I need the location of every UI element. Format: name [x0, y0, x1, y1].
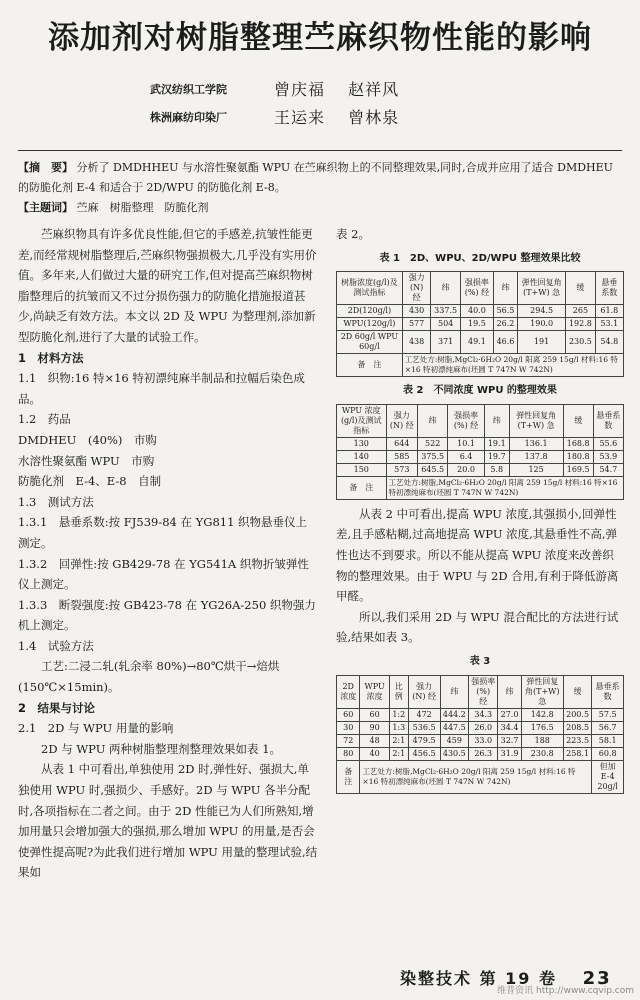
page-number: 23: [582, 968, 612, 989]
table-header: 弹性回复角(T+W) 急: [521, 675, 563, 708]
table-cell: 57.5: [592, 708, 624, 721]
paragraph: 1.4 试验方法: [18, 638, 94, 653]
table-header: 纬: [484, 404, 509, 437]
table-cell: 54.8: [595, 331, 623, 354]
table-cell: 19.1: [484, 437, 509, 450]
table1-caption: 表 1 2D、WPU、2D/WPU 整理效果比较: [379, 252, 581, 264]
table-cell: 188: [521, 734, 563, 747]
table-cell: 54.7: [593, 463, 623, 476]
table-cell: 258.1: [563, 747, 592, 760]
author-row: [150, 76, 510, 104]
table-cell: 140: [337, 450, 387, 463]
note-extra: 但加 E-4 20g/l: [592, 760, 624, 793]
table-cell: 2D(120g/l): [337, 305, 403, 318]
note-text: 工艺处方:树脂,MgCl₂·6H₂O 20g/l 阳离 259 15g/l 材料:16 特×16 特初漂纯麻布(坯圆 T 747N W 742N): [360, 760, 592, 793]
table-cell: 438: [402, 331, 431, 354]
paragraph: 1.2 药品: [18, 412, 71, 427]
table-cell: 447.5: [440, 721, 469, 734]
paragraph: 1 材料方法: [18, 350, 84, 365]
table-cell: 459: [440, 734, 469, 747]
table-cell: 40.0: [460, 305, 493, 318]
issue: 第 19 卷: [479, 969, 558, 988]
table-row: [337, 331, 624, 354]
table-cell: 191: [518, 331, 566, 354]
table-cell: 48: [360, 734, 389, 747]
table-cell: 456.5: [408, 747, 440, 760]
table-cell: 60: [360, 708, 389, 721]
table-cell: 1:3: [389, 721, 408, 734]
table-cell: 208.5: [563, 721, 592, 734]
table-cell: 55.6: [593, 437, 623, 450]
table-cell: 80: [337, 747, 360, 760]
table-header: 弹性回复角(T+W) 急: [518, 272, 566, 305]
table-cell: 230.8: [521, 747, 563, 760]
table-cell: 19.5: [460, 318, 493, 331]
note-label: 备 注: [337, 354, 403, 377]
table-row: [337, 463, 624, 476]
table-header: 树脂浓度(g/l)及测试指标: [337, 272, 403, 305]
paragraph: 工艺:二浸二轧(轧余率 80%)→80℃烘干→焙烘(150℃×15min)。: [18, 659, 280, 695]
table-cell: 265: [566, 305, 595, 318]
author-names: 王运来 曾林泉: [274, 108, 400, 127]
table-header: 纬: [493, 272, 517, 305]
table-cell: 168.8: [563, 437, 593, 450]
paragraph: 1.3.2 回弹性:按 GB429-78 在 YG541A 织物折皱弹性仪上测定。: [18, 556, 309, 592]
table-header: 悬垂系数: [592, 675, 624, 708]
paragraph: 1.3 测试方法: [18, 494, 94, 509]
table-cell: 2:1: [389, 747, 408, 760]
table-header: 2D 浓度: [337, 675, 360, 708]
table3-caption: 表 3: [469, 655, 491, 667]
table-header: 缓: [566, 272, 595, 305]
paragraph: 所以,我们采用 2D 与 WPU 混合配比的方法进行试验,结果如表 3。: [336, 609, 619, 645]
journal-name: 染整技术: [400, 969, 473, 988]
table-cell: 2D 60g/l WPU 60g/l: [337, 331, 403, 354]
table-cell: 472: [408, 708, 440, 721]
author-names: 曾庆福 赵祥风: [274, 80, 400, 99]
table-row: [337, 437, 624, 450]
table-header: 强损率(%) 经: [460, 272, 493, 305]
table-cell: 585: [386, 450, 418, 463]
table-cell: 176.5: [521, 721, 563, 734]
paragraph: 2 结果与讨论: [18, 700, 96, 715]
table-cell: 27.0: [498, 708, 521, 721]
table-header: WPU 浓度: [360, 675, 389, 708]
table-header: 弹性回复角(T+W) 急: [509, 404, 563, 437]
table-cell: 375.5: [418, 450, 448, 463]
table-cell: 31.9: [498, 747, 521, 760]
table-header: 悬垂系数: [593, 404, 623, 437]
table-cell: 30: [337, 721, 360, 734]
table-cell: 60.8: [592, 747, 624, 760]
note-label: 备 注: [337, 476, 387, 499]
table-header: 强力(N) 经: [402, 272, 431, 305]
right-column: [336, 224, 624, 794]
table-cell: 1:2: [389, 708, 408, 721]
paragraph: DMDHEU (40%) 市购: [18, 432, 157, 447]
abstract: [18, 158, 622, 218]
table-cell: 294.5: [518, 305, 566, 318]
table-header: 纬: [431, 272, 460, 305]
table-cell: 522: [418, 437, 448, 450]
table-cell: 56.5: [493, 305, 517, 318]
table-cell: 34.3: [469, 708, 498, 721]
table-cell: 504: [431, 318, 460, 331]
watermark: 维普资讯 http://www.cqvip.com: [497, 986, 634, 996]
table-row: [337, 305, 624, 318]
paragraph: 从表 2 中可看出,提高 WPU 浓度,其强损小,回弹性差,且手感粘糊,过高地提高 WPU 浓度,其悬垂性不高,弹性也达不到要求。所以不能从提高 WPU 浓度来改善织物的整理效果。由于 WPU 与 2D 合用,有利于降低游离甲醛。: [336, 506, 619, 604]
table-3: [336, 675, 624, 794]
table-cell: 180.8: [563, 450, 593, 463]
table-cell: 20.0: [448, 463, 485, 476]
paragraph: 苎麻织物具有许多优良性能,但它的手感差,抗皱性能更差,而经常规树脂整理后,苎麻织物强损极大,几乎没有实用价值。多年来,人们做过大量的研究工作,但对提高苎麻织物树脂整理后的抗皱而又不过分损伤强力的防脆化措施报道甚少,尚缺乏有效方法。本文以 2D 及 WPU 为整理剂,添加新型防脆化剂,进行了大量的试验工作。: [18, 227, 317, 344]
abstract-label: 【摘 要】: [18, 161, 73, 174]
table-cell: 125: [509, 463, 563, 476]
table-header: 比例: [389, 675, 408, 708]
paragraph: 2D 与 WPU 两种树脂整理剂整理效果如表 1。: [41, 741, 282, 756]
table-cell: 5.8: [484, 463, 509, 476]
table-cell: 26.0: [469, 721, 498, 734]
table-cell: 26.3: [469, 747, 498, 760]
table-cell: 10.1: [448, 437, 485, 450]
table-cell: 33.0: [469, 734, 498, 747]
table-cell: 536.5: [408, 721, 440, 734]
table-cell: 190.0: [518, 318, 566, 331]
right-intro: 表 2。: [336, 227, 370, 241]
table-cell: 645.5: [418, 463, 448, 476]
divider: [18, 150, 622, 151]
paragraph: 1.3.3 断裂强度:按 GB423-78 在 YG26A-250 织物强力机上测定。: [18, 597, 316, 633]
table-cell: 479.5: [408, 734, 440, 747]
table-cell: 371: [431, 331, 460, 354]
paragraph: 1.1 织物:16 特×16 特初漂纯麻半制品和拉幅后染色成品。: [18, 371, 305, 406]
table-cell: 56.7: [592, 721, 624, 734]
table-cell: 137.8: [509, 450, 563, 463]
author-block: [150, 76, 510, 132]
paragraph: 2.1 2D 与 WPU 用量的影响: [18, 721, 174, 736]
table-cell: 223.5: [563, 734, 592, 747]
table-cell: 19.7: [484, 450, 509, 463]
paragraph: 防脆化剂 E-4、E-8 自制: [18, 474, 162, 489]
table-row: [337, 318, 624, 331]
table-header: 缓: [563, 675, 592, 708]
table-cell: 26.2: [493, 318, 517, 331]
table-cell: 40: [360, 747, 389, 760]
left-column: [18, 224, 318, 883]
table-row: [337, 734, 624, 747]
table-1: [336, 271, 624, 377]
table-cell: 130: [337, 437, 387, 450]
table-cell: 430.5: [440, 747, 469, 760]
table-2: [336, 404, 624, 500]
affiliation: 株洲麻纺印染厂: [150, 111, 227, 124]
table-header: WPU 浓度(g/l)及测试指标: [337, 404, 387, 437]
table-cell: 72: [337, 734, 360, 747]
table-header: 强损率(%) 经: [469, 675, 498, 708]
paragraph: 1.3.1 悬垂系数:按 FJ539-84 在 YG811 织物悬垂仪上测定。: [18, 515, 308, 550]
abstract-text: 分析了 DMDHHEU 与水溶性聚氨酯 WPU 在苎麻织物上的不同整理效果,同时,合成并应用了适合 DMDHEU 的防脆化剂 E-4 和适合于 2D/WPU 的防脆化剂 E-8。: [18, 161, 613, 194]
table-cell: 192.8: [566, 318, 595, 331]
table-cell: 53.9: [593, 450, 623, 463]
table-cell: 337.5: [431, 305, 460, 318]
table-cell: 444.2: [440, 708, 469, 721]
table-cell: 573: [386, 463, 418, 476]
table-header: 强损率(%) 经: [448, 404, 485, 437]
table-cell: 150: [337, 463, 387, 476]
table-row: [337, 747, 624, 760]
table-header: 纬: [440, 675, 469, 708]
table2-caption: 表 2 不同浓度 WPU 的整理效果: [403, 385, 557, 397]
table-cell: 32.7: [498, 734, 521, 747]
table-header: 纬: [498, 675, 521, 708]
keywords-label: 【主题词】: [18, 201, 73, 214]
table-cell: 200.5: [563, 708, 592, 721]
table-header: 悬垂系数: [595, 272, 623, 305]
table-row: [337, 721, 624, 734]
paragraph: 水溶性聚氨酯 WPU 市购: [18, 453, 155, 468]
keywords: 苎麻 树脂整理 防脆化剂: [76, 201, 209, 214]
table-cell: 142.8: [521, 708, 563, 721]
right-body: [336, 504, 624, 648]
table-cell: 53.1: [595, 318, 623, 331]
table-cell: 49.1: [460, 331, 493, 354]
table-cell: 430: [402, 305, 431, 318]
paragraph: 从表 1 中可看出,单独使用 2D 时,弹性好、强损大,单独使用 WPU 时,强损少、手感好。2D 与 WPU 各半分配时,各项指标在二者之间。由于 2D 性能已为人们所熟知,增加用量只会增加强大的强损,那么增加 WPU 的用量,是否会使弹性提高呢?为此我们进行增加 WPU 用量的整理试验,结果如: [18, 762, 318, 880]
table-header: 强力(N) 经: [386, 404, 418, 437]
table-cell: 136.1: [509, 437, 563, 450]
table-cell: WPU(120g/l): [337, 318, 403, 331]
author-row: [150, 104, 510, 132]
table-cell: 90: [360, 721, 389, 734]
table-row: [337, 450, 624, 463]
table-header: 纬: [418, 404, 448, 437]
table-cell: 2:1: [389, 734, 408, 747]
table-cell: 46.6: [493, 331, 517, 354]
note-text: 工艺处方:树脂,MgCl₂·6H₂O 20g/l 阳离 259 15g/l 材料:16 特×16 特初漂纯麻布(坯圆 T 747N W 742N): [386, 476, 624, 499]
table-cell: 58.1: [592, 734, 624, 747]
table-header: 强力(N) 经: [408, 675, 440, 708]
table-cell: 644: [386, 437, 418, 450]
table-cell: 34.4: [498, 721, 521, 734]
table-cell: 6.4: [448, 450, 485, 463]
affiliation: 武汉纺织工学院: [150, 83, 227, 96]
table-cell: 230.5: [566, 331, 595, 354]
table-cell: 169.5: [563, 463, 593, 476]
paper-title: 添加剂对树脂整理苎麻织物性能的影响: [48, 20, 592, 56]
note-label: 备 注: [337, 760, 360, 793]
table-header: 缓: [563, 404, 593, 437]
table-row: [337, 708, 624, 721]
table-cell: 61.8: [595, 305, 623, 318]
table-cell: 60: [337, 708, 360, 721]
note-text: 工艺处方:树脂,MgCl₂·6H₂O 20g/l 阳离 259 15g/l 材料:16 特×16 特初漂纯麻布(坯圆 T 747N W 742N): [402, 354, 623, 377]
table-cell: 577: [402, 318, 431, 331]
